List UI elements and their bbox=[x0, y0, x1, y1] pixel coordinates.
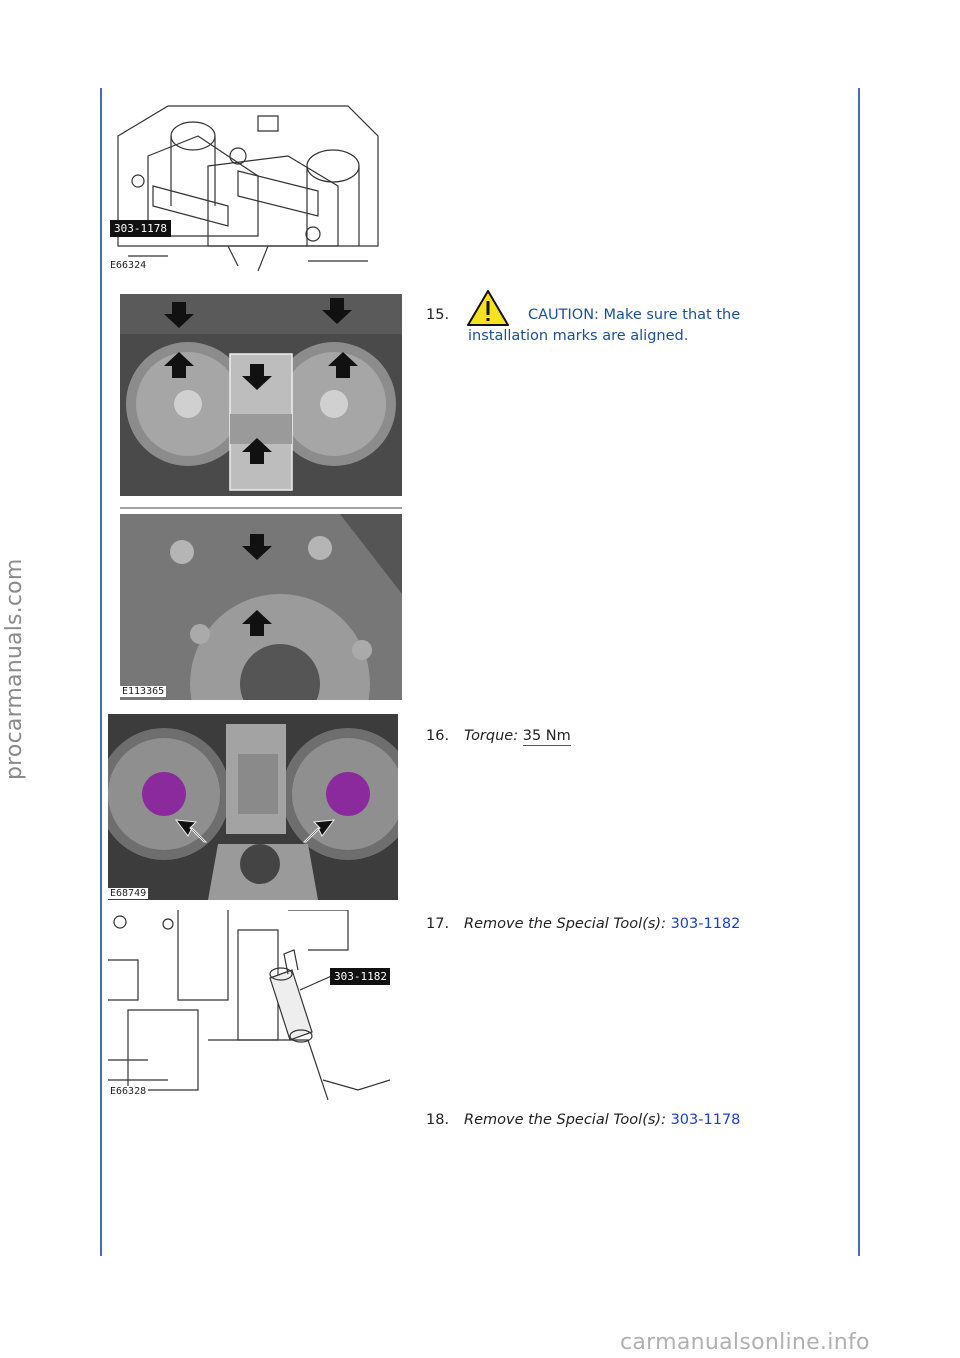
figure-id-label: E113365 bbox=[122, 686, 165, 697]
torque-label: Torque: bbox=[464, 728, 519, 744]
step-instruction: Remove the Special Tool(s): bbox=[464, 1112, 666, 1128]
alignment-arrow-icon bbox=[242, 610, 272, 636]
bottom-watermark: carmanualsonline.info bbox=[620, 1330, 870, 1355]
figure-id-label: E66324 bbox=[110, 260, 147, 271]
alignment-arrow-icon bbox=[242, 364, 272, 390]
step-body bbox=[464, 1110, 740, 1131]
step-body bbox=[464, 726, 571, 747]
tool-number-tag: 303-1182 bbox=[330, 968, 390, 985]
step-number: 18. bbox=[426, 1112, 450, 1128]
left-border-rule bbox=[100, 88, 102, 1256]
figure-id-label: E66328 bbox=[110, 1086, 147, 1097]
torque-value: 35 Nm bbox=[522, 728, 571, 744]
alignment-arrow-icon bbox=[322, 298, 352, 324]
right-border-rule bbox=[858, 88, 860, 1256]
tool-number-tag: 303-1178 bbox=[110, 220, 171, 237]
alignment-arrow-icon bbox=[242, 438, 272, 464]
side-watermark: procarmanuals.com bbox=[2, 558, 27, 780]
step-instruction: Remove the Special Tool(s): bbox=[464, 916, 666, 932]
alignment-arrow-icon bbox=[164, 302, 194, 328]
figure-torque-bolts bbox=[108, 714, 398, 900]
step-number: 15. bbox=[426, 307, 450, 323]
alignment-arrow-icon bbox=[164, 352, 194, 378]
caution-text-line-1: CAUTION: Make sure that the bbox=[528, 307, 741, 323]
alignment-arrow-icon bbox=[328, 352, 358, 378]
caution-text-line-2: installation marks are aligned. bbox=[468, 328, 689, 344]
figure-camshaft-tool bbox=[108, 96, 384, 274]
alignment-arrow-icon bbox=[242, 534, 272, 560]
step-number: 16. bbox=[426, 728, 450, 744]
figure-id-label: E68749 bbox=[110, 888, 147, 899]
step-number: 17. bbox=[426, 916, 450, 932]
step-body bbox=[464, 914, 740, 935]
figure-special-tool bbox=[108, 910, 390, 1100]
figure-timing-marks bbox=[120, 294, 402, 700]
special-tool-link[interactable]: 303-1182 bbox=[670, 916, 741, 932]
special-tool-link[interactable]: 303-1178 bbox=[670, 1112, 741, 1128]
